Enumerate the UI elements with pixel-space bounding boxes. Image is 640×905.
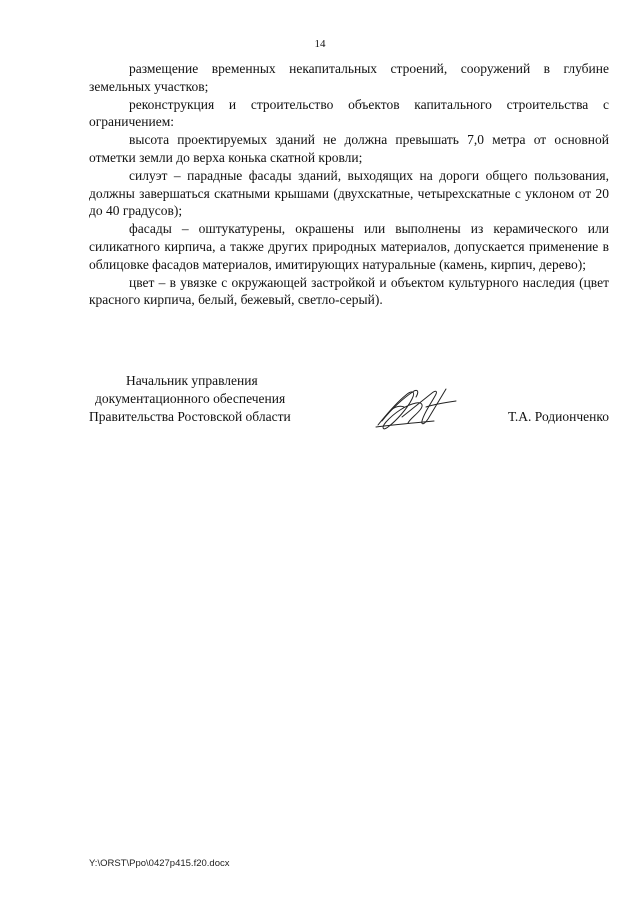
signatory-title-line-2: документационного обеспечения xyxy=(95,390,286,406)
signatory-title-line-3: Правительства Ростовской области xyxy=(89,408,291,424)
paragraph-color: цвет – в увязке с окружающей застройкой и объектом культурного наследия (цвет красного кирпича, белый, бежевый, светло-серый). xyxy=(89,274,609,308)
page-number: 14 xyxy=(314,38,326,50)
signature-block xyxy=(89,372,609,432)
paragraph-reconstruction: реконструкция и строительство объектов капитального строительства с ограничением: xyxy=(89,96,609,130)
document-body xyxy=(89,60,609,309)
paragraph-silhouette: силуэт – парадные фасады зданий, выходящих на дороги общего пользования, должны завершаться скатными крышами (двухскатные, четырехскатные с уклоном от 20 до 40 градусов); xyxy=(89,167,609,219)
signatory-title-line-1: Начальник управления xyxy=(126,373,258,388)
paragraph-temporary-structures: размещение временных некапитальных строений, сооружений в глубине земельных участков; xyxy=(89,61,609,94)
signatory-name: Т.А. Родионченко xyxy=(508,408,609,424)
paragraph-height-limit: высота проектируемых зданий не должна превышать 7,0 метра от основной отметки земли до верха конька скатной кровли; xyxy=(89,132,609,165)
paragraph-facades: фасады – оштукатурены, окрашены или выполнены из керамического или силикатного кирпича, а также других природных материалов, допускается применение в облицовке фасадов материалов, имитирующих натуральные (камень, кирпич, дерево); xyxy=(89,221,609,272)
file-path-footer: Y:\ORST\Ppo\0427p415.f20.docx xyxy=(89,858,230,869)
handwritten-signature xyxy=(372,381,462,433)
